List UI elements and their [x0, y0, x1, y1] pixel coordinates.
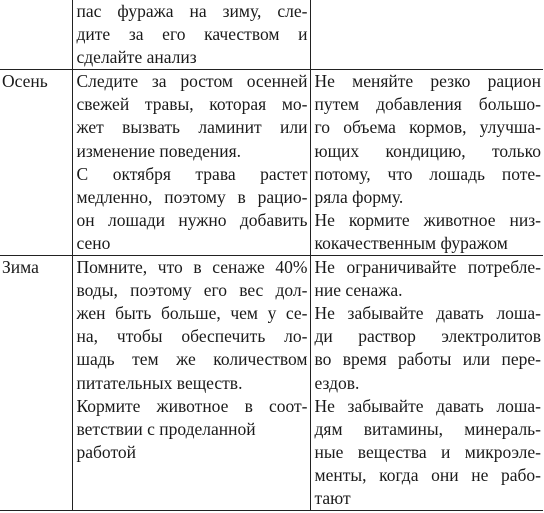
- do-text-line: сделайте анализ: [76, 47, 197, 68]
- do-text-line: свежей травы, которая мо-: [76, 94, 308, 115]
- dont-text-line: менты, когда они не рабо-: [314, 464, 541, 485]
- do-text-line: он лошади нужно добавить: [76, 209, 308, 230]
- dont-text-line: ные вещества и микроэле-: [314, 441, 541, 462]
- dont-text-line: ди раствор электролитов: [314, 326, 541, 347]
- dont-text-line: путем добавления большо-: [314, 94, 541, 115]
- do-cell: [72, 70, 310, 256]
- dont-text-line: Не ограничивайте потребле-: [314, 257, 541, 278]
- do-cell: [72, 0, 310, 70]
- dont-text-line: дям витамины, минераль-: [314, 418, 541, 439]
- season-cell: Осень: [0, 70, 72, 256]
- do-text-line: работой: [76, 441, 136, 462]
- do-text-line: жен быть больше, чем у се-: [76, 303, 308, 324]
- dont-text-line: потому, что лошадь поте-: [314, 163, 541, 184]
- dont-cell: [310, 70, 543, 256]
- do-text-line: на, чтобы обеспечить ло-: [76, 326, 308, 347]
- do-text-line: медленно, поэтому в рацио-: [76, 186, 308, 207]
- do-text-line: Следите за ростом осенней: [76, 71, 308, 92]
- season-cell: Зима: [0, 256, 72, 511]
- do-cell: [72, 256, 310, 511]
- dont-text-line: ряла форму.: [314, 186, 404, 207]
- do-text-line: шадь тем же количеством: [76, 349, 308, 370]
- do-text-line: жет вызвать ламинит или: [76, 117, 308, 138]
- dont-cell: [310, 0, 543, 70]
- do-text-line: дите за его качеством и: [76, 24, 308, 45]
- do-text-line: изменение поведения.: [76, 140, 242, 161]
- dont-text-line: Не меняйте резко рацион: [314, 71, 541, 92]
- dont-text-line: во время работы или пере-: [314, 349, 541, 370]
- do-text-line: питательных веществ.: [76, 372, 243, 393]
- do-text-line: воды, поэтому его вес дол-: [76, 280, 308, 301]
- do-text-line: Помните, что в сенаже 40%: [76, 257, 308, 278]
- dont-text-line: Не забывайте давать лоша-: [314, 395, 541, 416]
- season-cell: [0, 0, 72, 70]
- table-row: [0, 70, 543, 256]
- dont-text-line: кокачественным фуражом: [314, 232, 508, 253]
- dont-text-line: ние сенажа.: [314, 280, 403, 301]
- do-text-line: С октября трава растет: [76, 163, 308, 184]
- dont-text-line: го объема кормов, улучша-: [314, 117, 541, 138]
- dont-text-line: тают: [314, 487, 351, 508]
- dont-text-line: ездов.: [314, 372, 360, 393]
- do-text-line: сено: [76, 232, 111, 253]
- table-row: [0, 0, 543, 70]
- dont-cell: [310, 256, 543, 511]
- table-row: [0, 256, 543, 511]
- do-text-line: ветствии с проделанной: [76, 418, 256, 439]
- do-text-line: Кормите животное в соот-: [76, 395, 308, 416]
- do-text-line: пас фуража на зиму, сле-: [76, 1, 308, 21]
- dont-text-line: Не забывайте давать лоша-: [314, 303, 541, 324]
- dont-text-line: ющих кондицию, только: [314, 140, 541, 161]
- dont-text-line: Не кормите животное низ-: [314, 209, 541, 230]
